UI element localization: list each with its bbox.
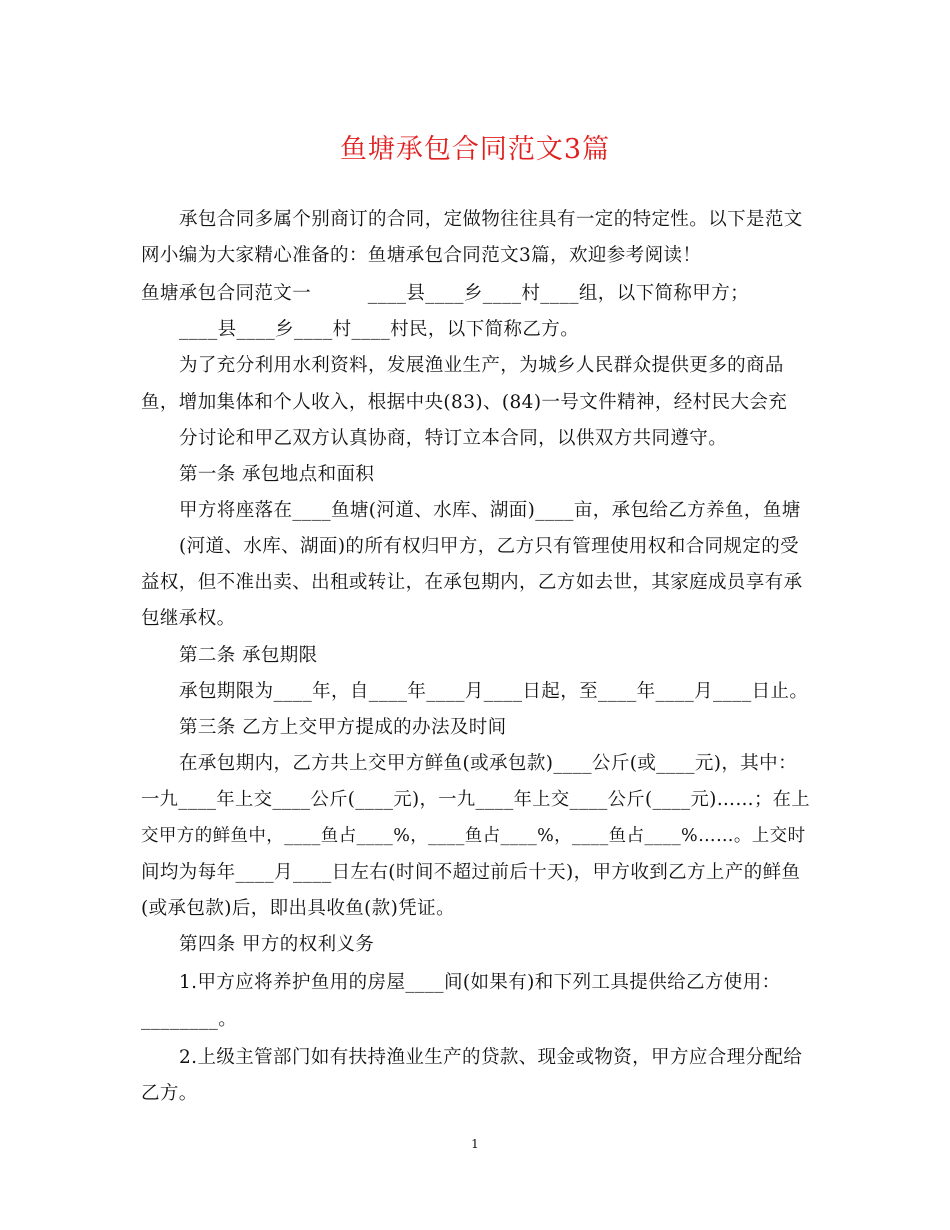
paragraph-line: 承包期限为____年，自____年____月____日起，至____年____月____日止。 (179, 681, 809, 702)
paragraph-line: 间均为每年____月____日左右(时间不超过前后十天)，甲方收到乙方上产的鲜鱼 (141, 862, 801, 883)
paragraph-line: 交甲方的鲜鱼中，____鱼占____%，____鱼占____%，____鱼占____%……。上交时 (141, 826, 806, 846)
section-heading: 第四条 甲方的权利义务 (179, 934, 375, 955)
paragraph-line: 一九____年上交____公斤(____元)，一九____年上交____公斤(____元)……；在上 (141, 789, 810, 810)
paragraph-line: 2.上级主管部门如有扶持渔业生产的贷款、现金或物资，甲方应合理分配给 (179, 1047, 803, 1068)
paragraph-line: 甲方将座落在____鱼塘(河道、水库、湖面)____亩，承包给乙方养鱼，鱼塘 (179, 500, 801, 521)
paragraph-line: 益权，但不准出卖、出租或转让，在承包期内，乙方如去世，其家庭成员享有承 (141, 572, 803, 593)
paragraph-line: ________。 (141, 1009, 238, 1030)
paragraph-line: 分讨论和甲乙双方认真协商，特订立本合同，以供双方共同遵守。 (179, 428, 728, 449)
paragraph-line: 1.甲方应将养护鱼用的房屋____间(如果有)和下列工具提供给乙方使用： (179, 972, 781, 993)
paragraph-line: (河道、水库、湖面)的所有权归甲方，乙方只有管理使用权和合同规定的受 (179, 536, 800, 557)
section-heading: 第三条 乙方上交甲方提成的办法及时间 (179, 717, 507, 738)
paragraph-line: 承包合同多属个别商订的合同，定做物往往具有一定的特定性。以下是范文 (179, 209, 803, 230)
paragraph-line: 网小编为大家精心准备的：鱼塘承包合同范文3篇，欢迎参考阅读！ (141, 245, 702, 266)
paragraph-line: 包继承权。 (141, 608, 236, 629)
paragraph-line: 为了充分利用水利资料，发展渔业生产，为城乡人民群众提供更多的商品 (179, 355, 784, 376)
document-title: 鱼塘承包合同范文3篇 (339, 134, 611, 165)
paragraph-line: (或承包款)后，即出具收鱼(款)凭证。 (141, 898, 455, 919)
section-heading: 第二条 承包期限 (179, 645, 318, 666)
paragraph-line: ____县____乡____村____村民，以下简称乙方。 (179, 319, 580, 340)
page-number: 1 (471, 1137, 479, 1151)
section-heading: 第一条 承包地点和面积 (179, 464, 375, 485)
paragraph-line: 鱼，增加集体和个人收入，根据中央(83)、(84)一号文件精神，经村民大会充 (141, 392, 788, 413)
paragraph-line: 鱼塘承包合同范文一 ____县____乡____村____组，以下简称甲方； (141, 283, 750, 304)
paragraph-line: 在承包期内，乙方共上交甲方鲜鱼(或承包款)____公斤(或____元)，其中： (179, 753, 797, 774)
paragraph-line: 乙方。 (141, 1083, 198, 1104)
